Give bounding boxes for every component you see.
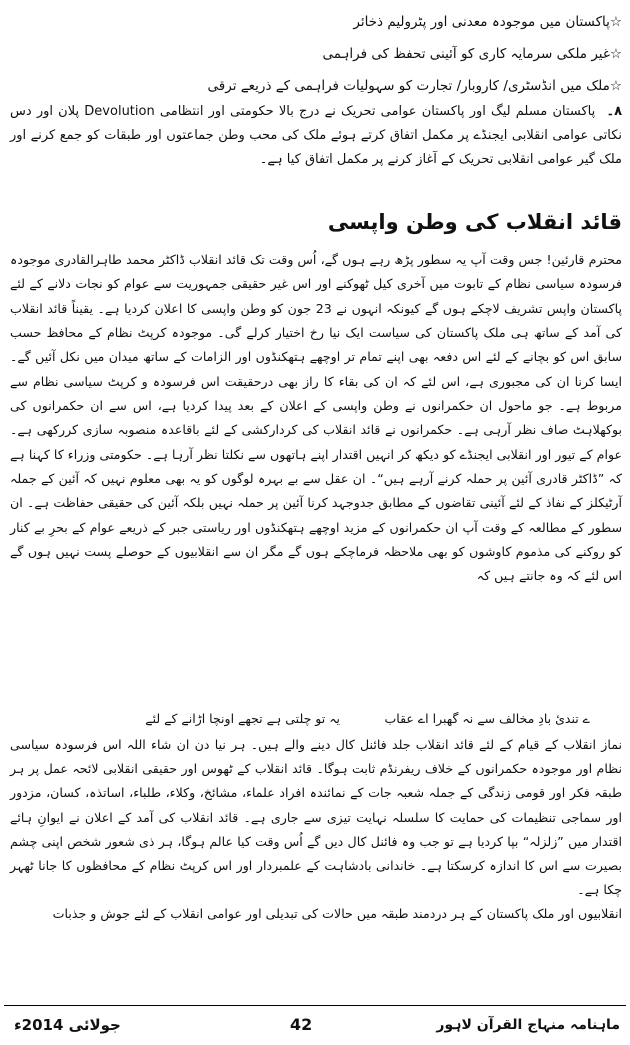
- article-body-continued: [10, 733, 622, 927]
- footer-divider: [4, 1005, 626, 1006]
- paragraph: نماز انقلاب کے قیام کے لئے قائد انقلاب جلد فائنل کال دینے والے ہیں۔ ہر نیا دن ان شاء اللہ اس فرسودہ سیاسی نظام اور موجودہ حکمرانوں کے خلاف ریفرنڈم ثابت ہوگا۔ قائد انقلاب کے ٹھوس اور حقیقی انقلابی لائحہ عمل پر ہر طبقہ فکر اور قومی زندگی کے جملہ شعبہ جات کے نمائندہ افراد علماء، مشائخ، وکلاء، طلباء، اساتذہ، کسان، مزدور اور سماجی تنظیمات کی حمایت کا سلسلہ نہایت تیزی سے جاری ہے۔ قائد انقلاب کی آمد کے اعلان نے ایوانِ ہائے اقتدار میں ”زلزلہ“ بپا کردیا ہے تو جب وہ فائنل کال دیں گے اُس وقت کیا عالم ہوگا، ہر ذی شعور شخص اپنی چشم بصیرت سے اس کا اندازہ کرسکتا ہے۔ خاندانی بادشاہت کے علمبردار اور اس کرپٹ نظام کے محافظوں کا جانا ٹھہر چکا ہے۔: [10, 737, 622, 898]
- point-number: ۸۔: [606, 104, 622, 119]
- paragraph: محترم قارئین! جس وقت آپ یہ سطور پڑھ رہے ہوں گے، اُس وقت تک قائد انقلاب ڈاکٹر محمد طاہرالقادری موجودہ فرسودہ سیاسی نظام کے تابوت میں آخری کیل ٹھوکنے اور اس غیر حقیقی جمہوریت سے عوام کو نجات دلانے کے لئے پاکستان واپس تشریف لاچکے ہوں گے کیونکہ انہوں نے 23 جون کو وطن واپسی کا اعلان کردیا ہے۔ یقیناً قائد انقلاب کی آمد کے ساتھ ہی ملک پاکستان کی سیاست ایک نیا رخ اختیار کرلے گی۔ موجودہ کرپٹ نظام کے محافظ حسب سابق اس کو بچانے کے لئے اس دفعہ بھی اپنے تمام تر اوچھے ہتھکنڈوں اور الزامات کے ساتھ میدان میں نکل آئیں گے۔ ایسا کرنا ان کی مجبوری ہے، اس لئے کہ ان کی بقاء کا راز بھی درحقیقت اس فرسودہ و کرپٹ سیاسی نظام سے مربوط ہے۔ جو ماحول ان حکمرانوں نے وطن واپسی کے اعلان کے بعد پیدا کردیا ہے، اس سے ان حکمرانوں کی بوکھلاہٹ صاف نظر آرہی ہے۔ حکمرانوں نے قائد انقلاب کی کردارکشی کے لئے باقاعدہ منصوبہ سازی کررکھی ہے۔ عوام کے تیور اور انقلابی ایجنڈے کو دیکھ کر انہیں اقتدار اپنے ہاتھوں سے نکلتا نظر آرہا ہے۔ حکومتی وزراء کا کہنا ہے کہ ”ڈاکٹر قادری آئین پر حملہ کرنے آرہے ہیں“۔ ان عقل سے بے بہرہ لوگوں کو یہ بھی معلوم نہیں کہ آئین کے جملہ آرٹیکلز کے نفاذ کے لئے آئینی تقاضوں کے مطابق جدوجہد کرنا آئین پر حملہ نہیں بلکہ آئین کی حقیقی حفاظت ہے۔ ان سطور کے مطالعہ کے وقت آپ ان حکمرانوں کے مزید اوچھے ہتھکنڈوں اور ریاستی جبر کے ذریعے عوام کے بحرِ بے کنار کو روکنے کی مذموم کاوشوں کو بھی ملاحظہ فرماچکے ہوں گے مگر ان سے انقلابیوں کے حوصلے پست نہیں ہوں گے اس لئے کہ وہ جانتے ہیں کہ: [10, 252, 622, 584]
- page-footer: [0, 1012, 630, 1038]
- point-text: پاکستان مسلم لیگ اور پاکستان عوامی تحریک نے درج بالا حکومتی اور انتظامی Devolution پلان اور دس نکاتی عوامی انقلابی ایجنڈے پر مکمل اتفاق کرتے ہوئے ملک کی محب وطن جماعتوں اور طبقات کو جمع کرنے اور ملک گیر عوامی انقلابی تحریک کے آغاز کرنے پر مکمل اتفاق کیا ہے۔: [10, 104, 622, 167]
- bullet-item: ☆پاکستان میں موجودہ معدنی اور پٹرولیم ذخائر: [353, 14, 622, 30]
- verse-line: یہ تو چلتی ہے تجھے اونچا اڑانے کے لئے: [145, 711, 340, 726]
- article-body: [10, 248, 622, 589]
- issue-date: جولائی 2014ء: [14, 1016, 121, 1034]
- numbered-point-8: [10, 100, 622, 172]
- verse-couplet: [130, 707, 590, 731]
- bullet-item: ☆غیر ملکی سرمایہ کاری کو آئینی تحفظ کی فراہمی: [322, 46, 622, 62]
- page-number: 42: [290, 1015, 313, 1034]
- paragraph: انقلابیوں اور ملک پاکستان کے ہر دردمند طبقہ میں حالات کی تبدیلی اور عوامی انقلاب کے لئے جوش و جذبات: [52, 906, 622, 922]
- section-heading: قائد انقلاب کی وطن واپسی: [327, 210, 622, 234]
- bullet-list: [10, 6, 622, 102]
- magazine-name: ماہنامہ منہاج القرآن لاہور: [436, 1017, 620, 1033]
- verse-line: ے تندیٔ بادِ مخالف سے نہ گھبرا اے عقاب: [384, 711, 590, 726]
- bullet-item: ☆ملک میں انڈسٹری/ کاروبار/ تجارت کو سہولیات فراہمی کے ذریعے ترقی: [207, 78, 622, 94]
